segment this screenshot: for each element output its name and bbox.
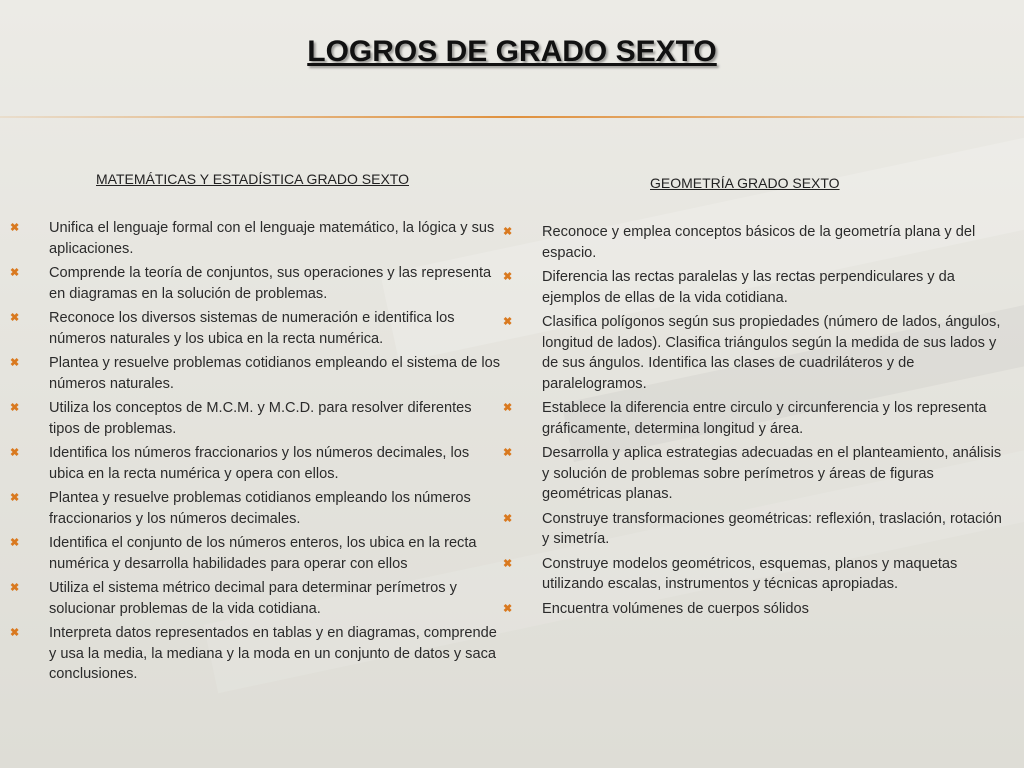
list-item-text: Clasifica polígonos según sus propiedades (número de lados, ángulos, longitud de lados). Clasifica triángulos según la medida de sus lados y de sus ángulos. Identifica las clases de cuadriláteros y de paralelogramos. [542,314,1001,392]
list-item-text: Reconoce los diversos sistemas de numeración e identifica los números naturales y los ubica en la recta numérica. [49,310,455,347]
list-item-text: Identifica los números fraccionarios y los números decimales, los ubica en la recta numérica y opera con ellos. [49,445,470,482]
list-item [10,398,505,439]
x-mark-icon: ✖ [10,357,20,369]
geometry-column-heading: GEOMETRÍA GRADO SEXTO [650,175,840,191]
x-mark-icon: ✖ [503,447,513,459]
list-item-text: Diferencia las rectas paralelas y las rectas perpendiculares y da ejemplos de ellas de la vida cotidiana. [542,269,955,306]
slide-title: LOGROS DE GRADO SEXTO [307,35,717,68]
list-item [503,222,1003,263]
list-item [503,267,1003,308]
list-item-text: Interpreta datos representados en tablas y en diagramas, comprende y usa la media, la mediana y la moda en un conjunto de datos y saca conclusiones. [49,625,497,682]
list-item [503,398,1003,439]
list-item-text: Plantea y resuelve problemas cotidianos empleando los números fraccionarios y los números decimales. [49,490,471,527]
list-item-text: Utiliza los conceptos de M.C.M. y M.C.D. para resolver diferentes tipos de problemas. [49,400,472,437]
list-item-text: Reconoce y emplea conceptos básicos de la geometría plana y del espacio. [542,224,976,261]
list-item [503,599,1003,620]
list-item [10,578,505,619]
list-item-text: Construye transformaciones geométricas: reflexión, traslación, rotación y simetría. [542,510,1002,547]
math-column-heading: MATEMÁTICAS Y ESTADÍSTICA GRADO SEXTO [96,171,409,187]
x-mark-icon: ✖ [10,447,20,459]
list-item [10,623,505,685]
x-mark-icon: ✖ [503,402,513,414]
geometry-achievements-list [503,222,1003,623]
list-item-text: Plantea y resuelve problemas cotidianos empleando el sistema de los números naturales. [49,355,501,392]
list-item-text: Desarrolla y aplica estrategias adecuadas en el planteamiento, análisis y solución de problemas sobre perímetros y áreas de figuras geométricas planas. [542,445,1002,502]
list-item [503,509,1003,550]
x-mark-icon: ✖ [10,582,20,594]
x-mark-icon: ✖ [10,312,20,324]
x-mark-icon: ✖ [503,271,513,283]
list-item-text: Construye modelos geométricos, esquemas, planos y maquetas utilizando escalas, instrumentos y técnicas apropiadas. [542,555,958,592]
x-mark-icon: ✖ [10,267,20,279]
x-mark-icon: ✖ [503,557,513,570]
x-mark-icon: ✖ [503,316,513,328]
list-item [503,312,1003,394]
list-item-text: Encuentra volúmenes de cuerpos sólidos [542,600,809,617]
x-mark-icon: ✖ [503,602,513,615]
list-item [10,443,505,484]
x-mark-icon: ✖ [503,226,513,238]
x-mark-icon: ✖ [10,222,20,234]
list-item-text: Identifica el conjunto de los números enteros, los ubica en la recta numérica y desarrolla habilidades para operar con ellos [49,535,477,572]
x-mark-icon: ✖ [10,492,20,504]
x-mark-icon: ✖ [10,627,20,639]
math-achievements-list [10,218,505,689]
list-item-text: Utiliza el sistema métrico decimal para determinar perímetros y solucionar problemas de la vida cotidiana. [49,580,457,617]
list-item [10,533,505,574]
list-item-text: Establece la diferencia entre circulo y circunferencia y los representa gráficamente, determina longitud y área. [542,400,987,437]
list-item [503,443,1003,505]
x-mark-icon: ✖ [503,512,513,525]
list-item [10,488,505,529]
title-divider [0,116,1024,118]
list-item [10,263,505,304]
x-mark-icon: ✖ [10,537,20,549]
list-item-text: Comprende la teoría de conjuntos, sus operaciones y las representa en diagramas en la solución de problemas. [49,265,492,302]
list-item [503,554,1003,595]
list-item-text: Unifica el lenguaje formal con el lenguaje matemático, la lógica y sus aplicaciones. [49,220,495,257]
list-item [10,308,505,349]
list-item [10,218,505,259]
x-mark-icon: ✖ [10,402,20,414]
list-item [10,353,505,394]
